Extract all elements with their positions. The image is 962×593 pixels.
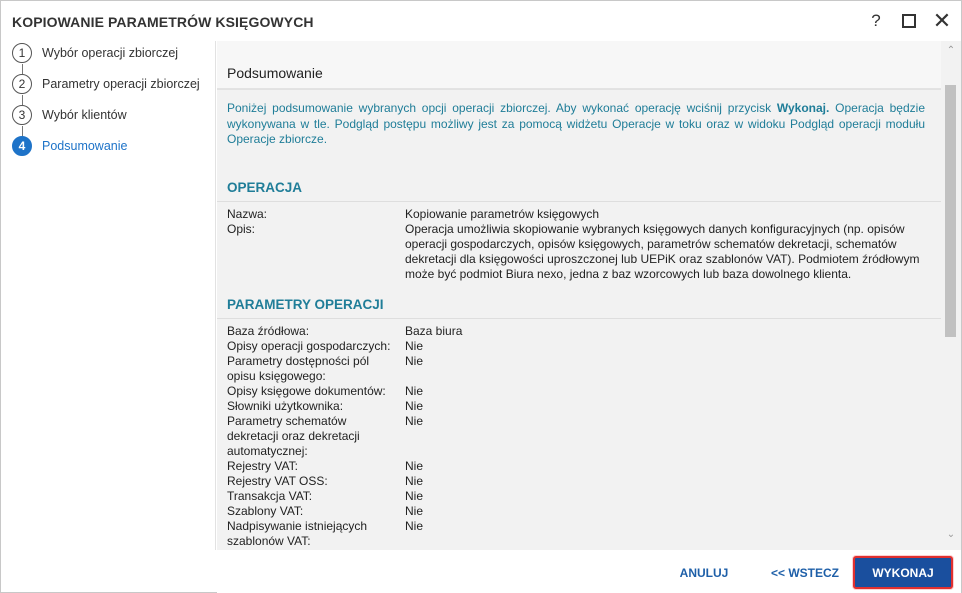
- step-3[interactable]: [12, 104, 127, 126]
- cancel-button[interactable]: ANULUJ: [679, 565, 729, 580]
- title-bar: [1, 1, 961, 41]
- field-value: Operacja umożliwia skopiowanie wybranych księgowych danych konfiguracyjnych (np. opisów operacji gospodarczych, opisów księgowych, parametrów schematów dekretacji, schematów dekretacji dla księgowości uproszczonej lub UEPiK oraz szablonów VAT). Podmiotem źródłowym może być podmiot Biura nexo, jedna z baz wzorcowych lub baza dowolnego klienta.: [405, 222, 920, 281]
- field-label: Nazwa:: [227, 207, 268, 221]
- operation-section-title: OPERACJA: [227, 180, 303, 195]
- scroll-up-icon[interactable]: ⌃: [946, 45, 956, 56]
- summary-content: Poniżej podsumowanie wybranych opcji operacji zbiorczej. Aby wykonać operację wciśnij przycisk Wykonaj. Operacja będzie wykonywana w tle. Podgląd postępu możliwy jest za pomocą widżetu Operacje w toku oraz w widoku Podgląd operacji modułu Operacje zbiorcze. OPERACJA Nazwa: Kopiowanie parametrów księgowych Opis: Operacja umożliwia skopiowanie wybranych księgowych danych konfiguracyjnych (np. opisów operacji gospodarczych, opisów księgowych, parametrów schematów dekretacji, schematów dekretacji dla księgowości uproszczonej lub UEPiK oraz szablonów VAT). Podmiotem źródłowym może być podmiot Biura nexo, jedna z baz wzorcowych lub baza dowolnego klienta. PARAMETRY OPERACJI Baza źródłowa: Baza biura Opisy operacji gospodarczych: Nie Parametry dostępności pól opisu księgowego: Nie Opisy księgowe dokumentów: Nie Słowniki użytkownika: Nie Parametry schematów dekretacji oraz dekretacji automatycznej: Nie Rejestry VAT: Nie Rejestry VAT OSS: Nie Transakcja VAT: Nie Szablony VAT: Nie Nadpisywanie istniejących szablonów VAT: Nie: [217, 89, 941, 550]
- step-1[interactable]: [12, 42, 178, 64]
- divider: [217, 201, 941, 202]
- summary-area: [217, 41, 961, 550]
- maximize-icon: [902, 14, 916, 28]
- step-label: Podsumowanie: [42, 139, 128, 153]
- step-2[interactable]: [12, 73, 200, 95]
- wizard-steps: [1, 41, 216, 550]
- page-title: Podsumowanie: [227, 65, 323, 81]
- field-value: Kopiowanie parametrów księgowych: [405, 207, 600, 221]
- close-button[interactable]: ✕: [932, 8, 952, 33]
- execute-button[interactable]: WYKONAJ: [853, 556, 953, 589]
- step-label: Wybór operacji zbiorczej: [42, 46, 179, 60]
- step-number: 1: [12, 43, 32, 63]
- dialog-title: KOPIOWANIE PARAMETRÓW KSIĘGOWYCH: [12, 14, 314, 30]
- step-number: 3: [12, 105, 32, 125]
- step-label: Wybór klientów: [42, 108, 127, 122]
- vertical-scrollbar[interactable]: [941, 41, 961, 550]
- help-button[interactable]: ?: [871, 11, 881, 30]
- divider: [217, 318, 941, 319]
- params-section-title: PARAMETRY OPERACJI: [227, 297, 384, 312]
- step-label: Parametry operacji zbiorczej: [42, 77, 200, 91]
- summary-panel: [217, 41, 941, 550]
- step-number: 4: [12, 136, 32, 156]
- scrollbar-thumb[interactable]: [945, 85, 956, 337]
- scroll-down-icon[interactable]: ⌄: [946, 529, 956, 540]
- field-label: Opis:: [227, 222, 256, 236]
- step-number: 2: [12, 74, 32, 94]
- maximize-button[interactable]: [898, 10, 920, 32]
- back-button[interactable]: << WSTECZ: [770, 565, 839, 580]
- dialog-footer: [217, 550, 961, 593]
- step-4[interactable]: [12, 135, 127, 157]
- intro-text: Poniżej podsumowanie wybranych opcji operacji zbiorczej. Aby wykonać operację wciśnij przycisk Wykonaj. Operacja będzie wykonywana w tle. Podgląd postępu możliwy jest za pomocą widżetu Operacje w toku oraz w widoku Podgląd operacji modułu Operacje zbiorcze.: [227, 101, 925, 146]
- summary-header: [217, 41, 941, 89]
